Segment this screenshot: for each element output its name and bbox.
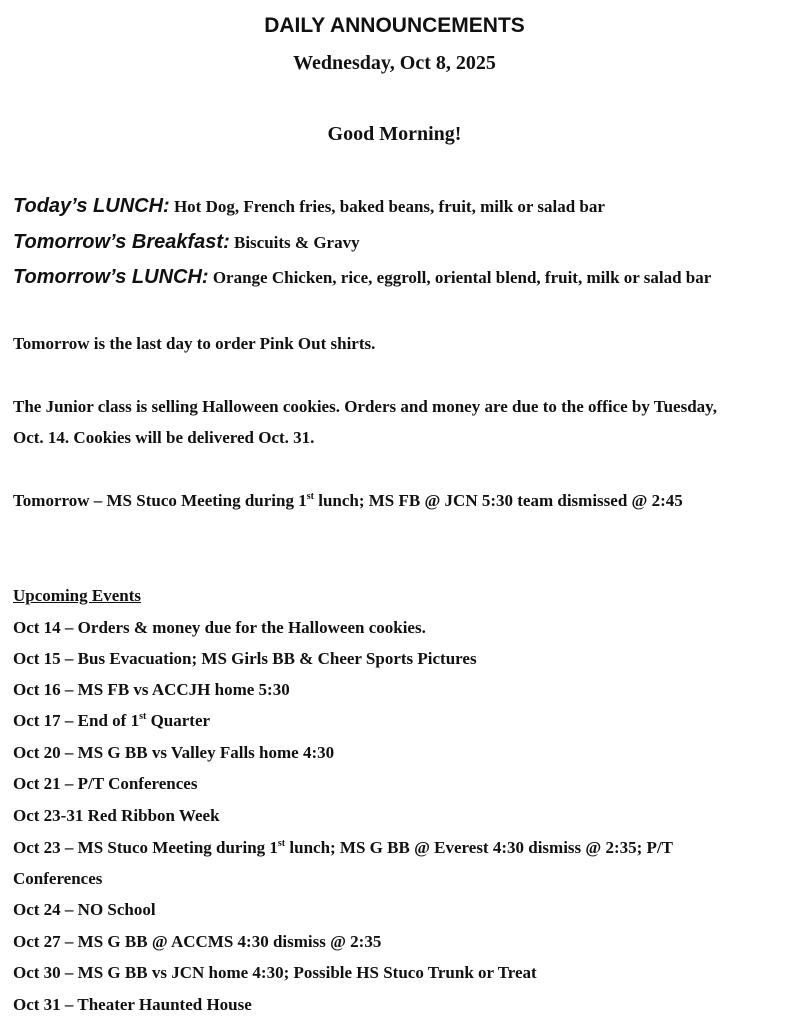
- event-oct-31: Oct 31 – Theater Haunted House: [13, 995, 252, 1014]
- event-oct-30: Oct 30 – MS G BB vs JCN home 4:30; Possible HS Stuco Trunk or Treat: [13, 963, 537, 982]
- event-oct-23-ordinal: st: [277, 838, 286, 849]
- greeting: Good Morning!: [327, 123, 462, 145]
- event-oct-23-continued: Conferences: [13, 869, 103, 888]
- tomorrow-schedule: [13, 491, 785, 511]
- junior-cookies-line-1: The Junior class is selling Halloween cookies. Orders and money are due to the office by Tuesday,: [13, 397, 717, 416]
- tomorrow-schedule-ordinal: st: [306, 491, 314, 502]
- tomorrow-breakfast: [13, 231, 785, 254]
- tomorrow-lunch-text: Orange Chicken, rice, eggroll, oriental blend, fruit, milk or salad bar: [212, 268, 712, 287]
- event-oct-16: Oct 16 – MS FB vs ACCJH home 5:30: [13, 680, 290, 699]
- today-lunch-text: Hot Dog, French fries, baked beans, fruit, milk or salad bar: [173, 197, 605, 216]
- today-lunch-label: Today’s LUNCH:: [13, 195, 170, 217]
- tomorrow-breakfast-text: Biscuits & Gravy: [233, 233, 360, 252]
- event-oct-17-ordinal: st: [139, 711, 147, 722]
- event-oct-20: Oct 20 – MS G BB vs Valley Falls home 4:30: [13, 743, 335, 762]
- event-oct-17-part-1: Oct 17 – End of 1: [13, 711, 140, 730]
- event-oct-23-part-2: lunch; MS G BB @ Everest 4:30 dismiss @ 2:35; P/T: [285, 838, 673, 857]
- tomorrow-lunch: [13, 266, 785, 289]
- event-oct-23: [13, 838, 785, 858]
- tomorrow-schedule-part-1: Tomorrow – MS Stuco Meeting during 1: [13, 491, 307, 510]
- event-oct-15: Oct 15 – Bus Evacuation; MS Girls BB & Cheer Sports Pictures: [13, 649, 477, 668]
- event-oct-27: Oct 27 – MS G BB @ ACCMS 4:30 dismiss @ 2:35: [13, 932, 382, 951]
- event-oct-23-part-1: Oct 23 – MS Stuco Meeting during 1: [13, 838, 278, 857]
- pink-out-announcement: Tomorrow is the last day to order Pink Out shirts.: [13, 334, 376, 353]
- today-lunch: [13, 195, 785, 218]
- upcoming-events-heading: Upcoming Events: [13, 586, 141, 605]
- event-oct-17: [13, 711, 785, 731]
- event-oct-24: Oct 24 – NO School: [13, 900, 156, 919]
- event-oct-21: Oct 21 – P/T Conferences: [13, 774, 198, 793]
- event-oct-14: Oct 14 – Orders & money due for the Halloween cookies.: [13, 618, 426, 637]
- page-title: DAILY ANNOUNCEMENTS: [264, 14, 525, 37]
- announcement-date: Wednesday, Oct 8, 2025: [293, 52, 496, 74]
- tomorrow-schedule-part-2: lunch; MS FB @ JCN 5:30 team dismissed @ 2:45: [313, 491, 683, 510]
- junior-cookies-line-2: Oct. 14. Cookies will be delivered Oct. 31.: [13, 428, 315, 447]
- event-oct-17-part-2: Quarter: [146, 711, 211, 730]
- tomorrow-breakfast-label: Tomorrow’s Breakfast:: [13, 231, 230, 253]
- tomorrow-lunch-label: Tomorrow’s LUNCH:: [13, 266, 209, 288]
- event-oct-23-31: Oct 23-31 Red Ribbon Week: [13, 806, 220, 825]
